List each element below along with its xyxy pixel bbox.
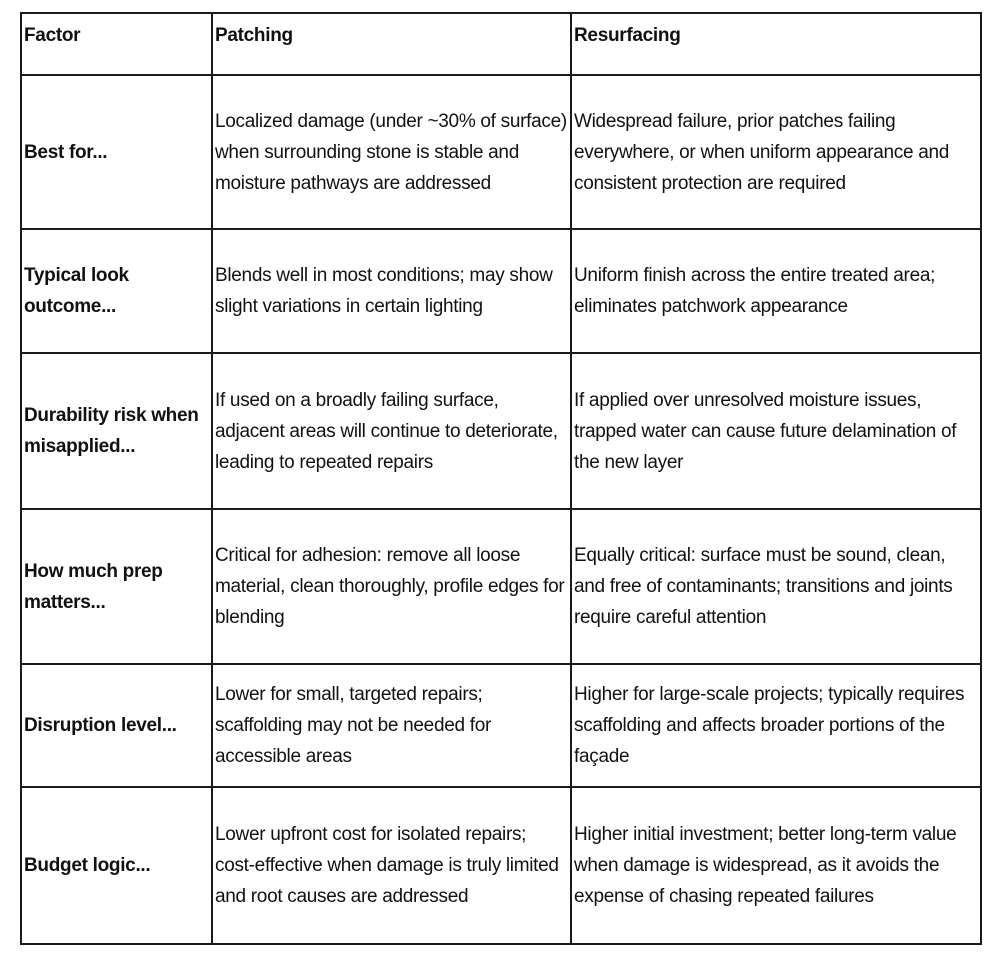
factor-cell: Disruption level... bbox=[21, 664, 212, 787]
header-patching: Patching bbox=[212, 13, 571, 75]
header-resurfacing: Resurfacing bbox=[571, 13, 981, 75]
resurfacing-cell: Uniform finish across the entire treated area; eliminates patchwork appearance bbox=[571, 229, 981, 353]
factor-cell: Durability risk when misapplied... bbox=[21, 353, 212, 509]
patching-cell: Critical for adhesion: remove all loose material, clean thoroughly, profile edges for blending bbox=[212, 509, 571, 664]
factor-cell: Typical look outcome... bbox=[21, 229, 212, 353]
header-row bbox=[21, 13, 981, 75]
comparison-table bbox=[20, 12, 982, 945]
patching-cell: Blends well in most conditions; may show slight variations in certain lighting bbox=[212, 229, 571, 353]
table-row bbox=[21, 664, 981, 787]
patching-cell: Lower upfront cost for isolated repairs; cost-effective when damage is truly limited and root causes are addressed bbox=[212, 787, 571, 944]
table-row bbox=[21, 229, 981, 353]
resurfacing-cell: Higher initial investment; better long-term value when damage is widespread, as it avoids the expense of chasing repeated failures bbox=[571, 787, 981, 944]
resurfacing-cell: If applied over unresolved moisture issues, trapped water can cause future delamination of the new layer bbox=[571, 353, 981, 509]
factor-cell: Best for... bbox=[21, 75, 212, 229]
table-row bbox=[21, 75, 981, 229]
table-row bbox=[21, 509, 981, 664]
table-row bbox=[21, 353, 981, 509]
header-factor: Factor bbox=[21, 13, 212, 75]
patching-cell: Localized damage (under ~30% of surface) when surrounding stone is stable and moisture pathways are addressed bbox=[212, 75, 571, 229]
resurfacing-cell: Equally critical: surface must be sound, clean, and free of contaminants; transitions and joints require careful attention bbox=[571, 509, 981, 664]
patching-cell: If used on a broadly failing surface, adjacent areas will continue to deteriorate, leading to repeated repairs bbox=[212, 353, 571, 509]
factor-cell: Budget logic... bbox=[21, 787, 212, 944]
resurfacing-cell: Widespread failure, prior patches failing everywhere, or when uniform appearance and consistent protection are required bbox=[571, 75, 981, 229]
table-row bbox=[21, 787, 981, 944]
resurfacing-cell: Higher for large-scale projects; typically requires scaffolding and affects broader portions of the façade bbox=[571, 664, 981, 787]
factor-cell: How much prep matters... bbox=[21, 509, 212, 664]
patching-cell: Lower for small, targeted repairs; scaffolding may not be needed for accessible areas bbox=[212, 664, 571, 787]
